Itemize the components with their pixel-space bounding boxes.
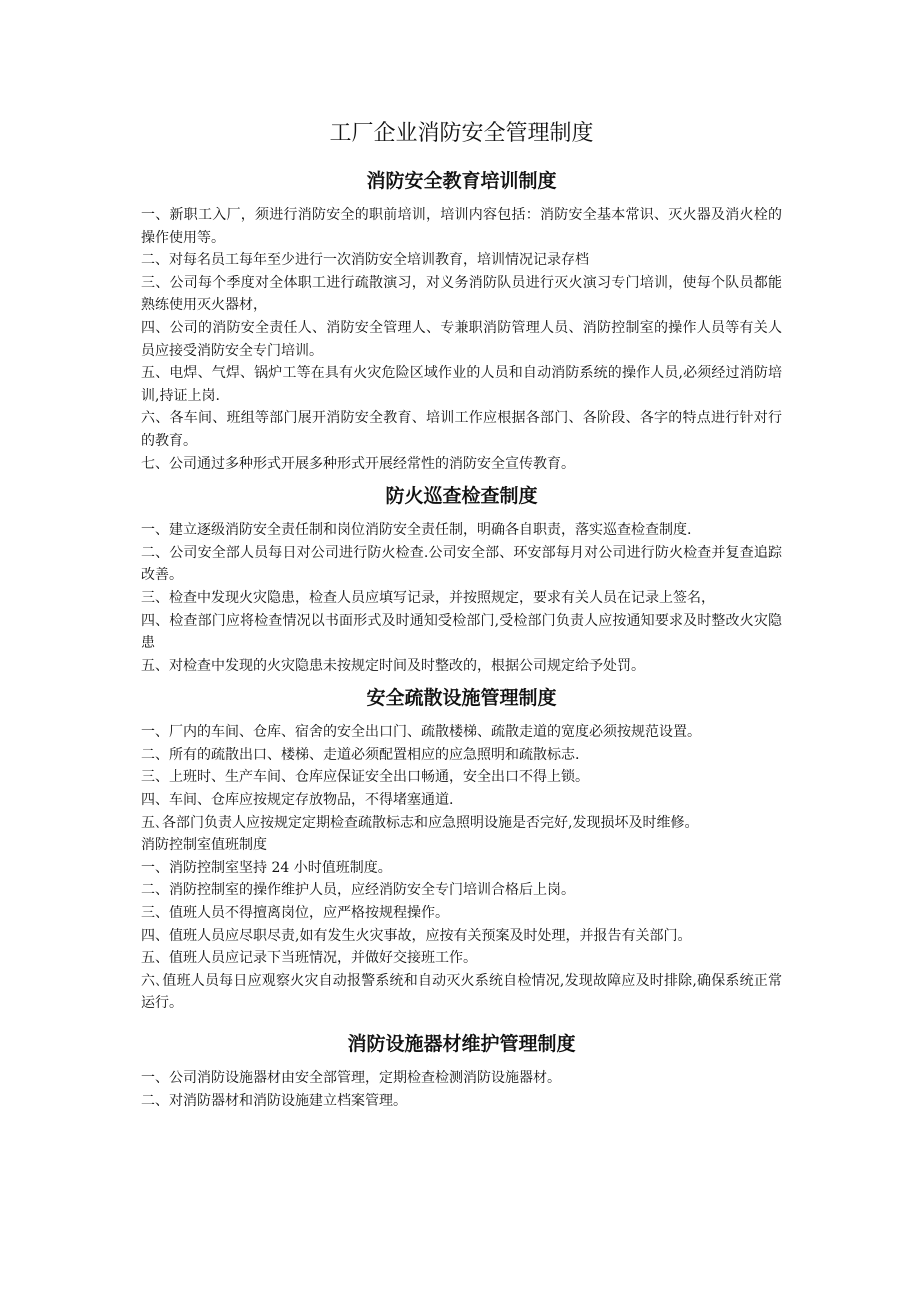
section-fire-patrol-inspection xyxy=(141,481,782,677)
list-item: 二、公司安全部人员每日对公司进行防火检查.公司安全部、环安部每月对公司进行防火检查并复查追踪改善。 xyxy=(141,544,782,584)
list-item: 四、检查部门应将检查情况以书面形式及时通知受检部门,受检部门负责人应按通知要求及时整改火灾隐患 xyxy=(141,612,782,652)
section-fire-education-training xyxy=(141,166,782,475)
section-title: 消防设施器材维护管理制度 xyxy=(347,1033,576,1055)
list-item: 三、检查中发现火灾隐患，检查人员应填写记录，并按照规定，要求有关人员在记录上签名， xyxy=(141,589,715,606)
list-item: 三、值班人员不得擅离岗位，应严格按规程操作。 xyxy=(141,905,449,922)
list-item: 三、上班时、生产车间、仓库应保证安全出口畅通，安全出口不得上锁。 xyxy=(141,769,589,786)
list-item: 二、对消防器材和消防设施建立档案管理。 xyxy=(141,1092,407,1109)
list-item: 二、所有的疏散出口、楼梯、走道必须配置相应的应急照明和疏散标志. xyxy=(141,746,580,763)
list-item: 四、公司的消防安全责任人、消防安全管理人、专兼职消防管理人员、消防控制室的操作人员等有关人员应接受消防安全专门培训。 xyxy=(141,319,782,359)
list-item: 二、消防控制室的操作维护人员，应经消防安全专门培训合格后上岗。 xyxy=(141,882,575,899)
list-item: 五、电焊、气焊、锅炉工等在具有火灾危险区域作业的人员和自动消防系统的操作人员,必须经过消防培训,持证上岗. xyxy=(141,365,782,404)
list-item: 五、对检查中发现的火灾隐患未按规定时间及时整改的，根据公司规定给予处罚。 xyxy=(141,657,645,674)
list-item: 一、建立逐级消防安全责任制和岗位消防安全责任制，明确各自职责，落实巡查检查制度. xyxy=(141,522,692,539)
list-item: 一、新职工入厂，须进行消防安全的职前培训，培训内容包括：消防安全基本常识、灭火器及消火栓的操作使用等。 xyxy=(141,207,782,246)
list-item: 六､值班人员每日应观察火灾自动报警系统和自动灭火系统自检情况,发现故障应及时排除,确保系统正常运行。 xyxy=(141,972,782,1012)
section-title: 安全疏散设施管理制度 xyxy=(366,687,557,710)
list-item: 五､各部门负责人应按规定定期检查疏散标志和应急照明设施是否完好,发现损坏及时维修。 xyxy=(141,814,699,831)
section-evacuation-facilities xyxy=(141,683,782,1015)
list-item: 一、厂内的车间、仓库、宿舍的安全出口门、疏散楼梯、疏散走道的宽度必须按规范设置。 xyxy=(141,724,701,741)
subsection-title: 消防控制室值班制度 xyxy=(141,837,267,854)
list-item: 四、值班人员应尽职尽责,如有发生火灾事故，应按有关预案及时处理，并报告有关部门。 xyxy=(141,927,692,944)
document-page xyxy=(141,118,782,1112)
section-title: 防火巡查检查制度 xyxy=(385,485,538,508)
list-item: 一、公司消防设施器材由安全部管理，定期检查检测消防设施器材。 xyxy=(141,1070,561,1086)
list-item: 一、消防控制室坚持 24 小时值班制度。 xyxy=(141,859,392,876)
section-fire-equipment-maintenance xyxy=(141,1029,782,1112)
list-item: 四、车间、仓库应按规定存放物品，不得堵塞通道. xyxy=(141,792,454,809)
list-item: 三、公司每个季度对全体职工进行疏散演习，对义务消防队员进行灭火演习专门培训，使每个队员都能熟练使用灭火器材， xyxy=(141,274,782,314)
list-item: 五、值班人员应记录下当班情况，并做好交接班工作。 xyxy=(141,950,477,967)
list-item: 二、对每名员工每年至少进行一次消防安全培训教育，培训情况记录存档 xyxy=(141,252,589,269)
section-title: 消防安全教育培训制度 xyxy=(366,170,557,192)
document-title: 工厂企业消防安全管理制度 xyxy=(329,121,594,146)
list-item: 七、公司通过多种形式开展多种形式开展经常性的消防安全宣传教育。 xyxy=(141,455,575,472)
list-item: 六、各车间、班组等部门展开消防安全教育、培训工作应根据各部门、各阶段、各字的特点进行针对行的教育。 xyxy=(141,410,782,449)
